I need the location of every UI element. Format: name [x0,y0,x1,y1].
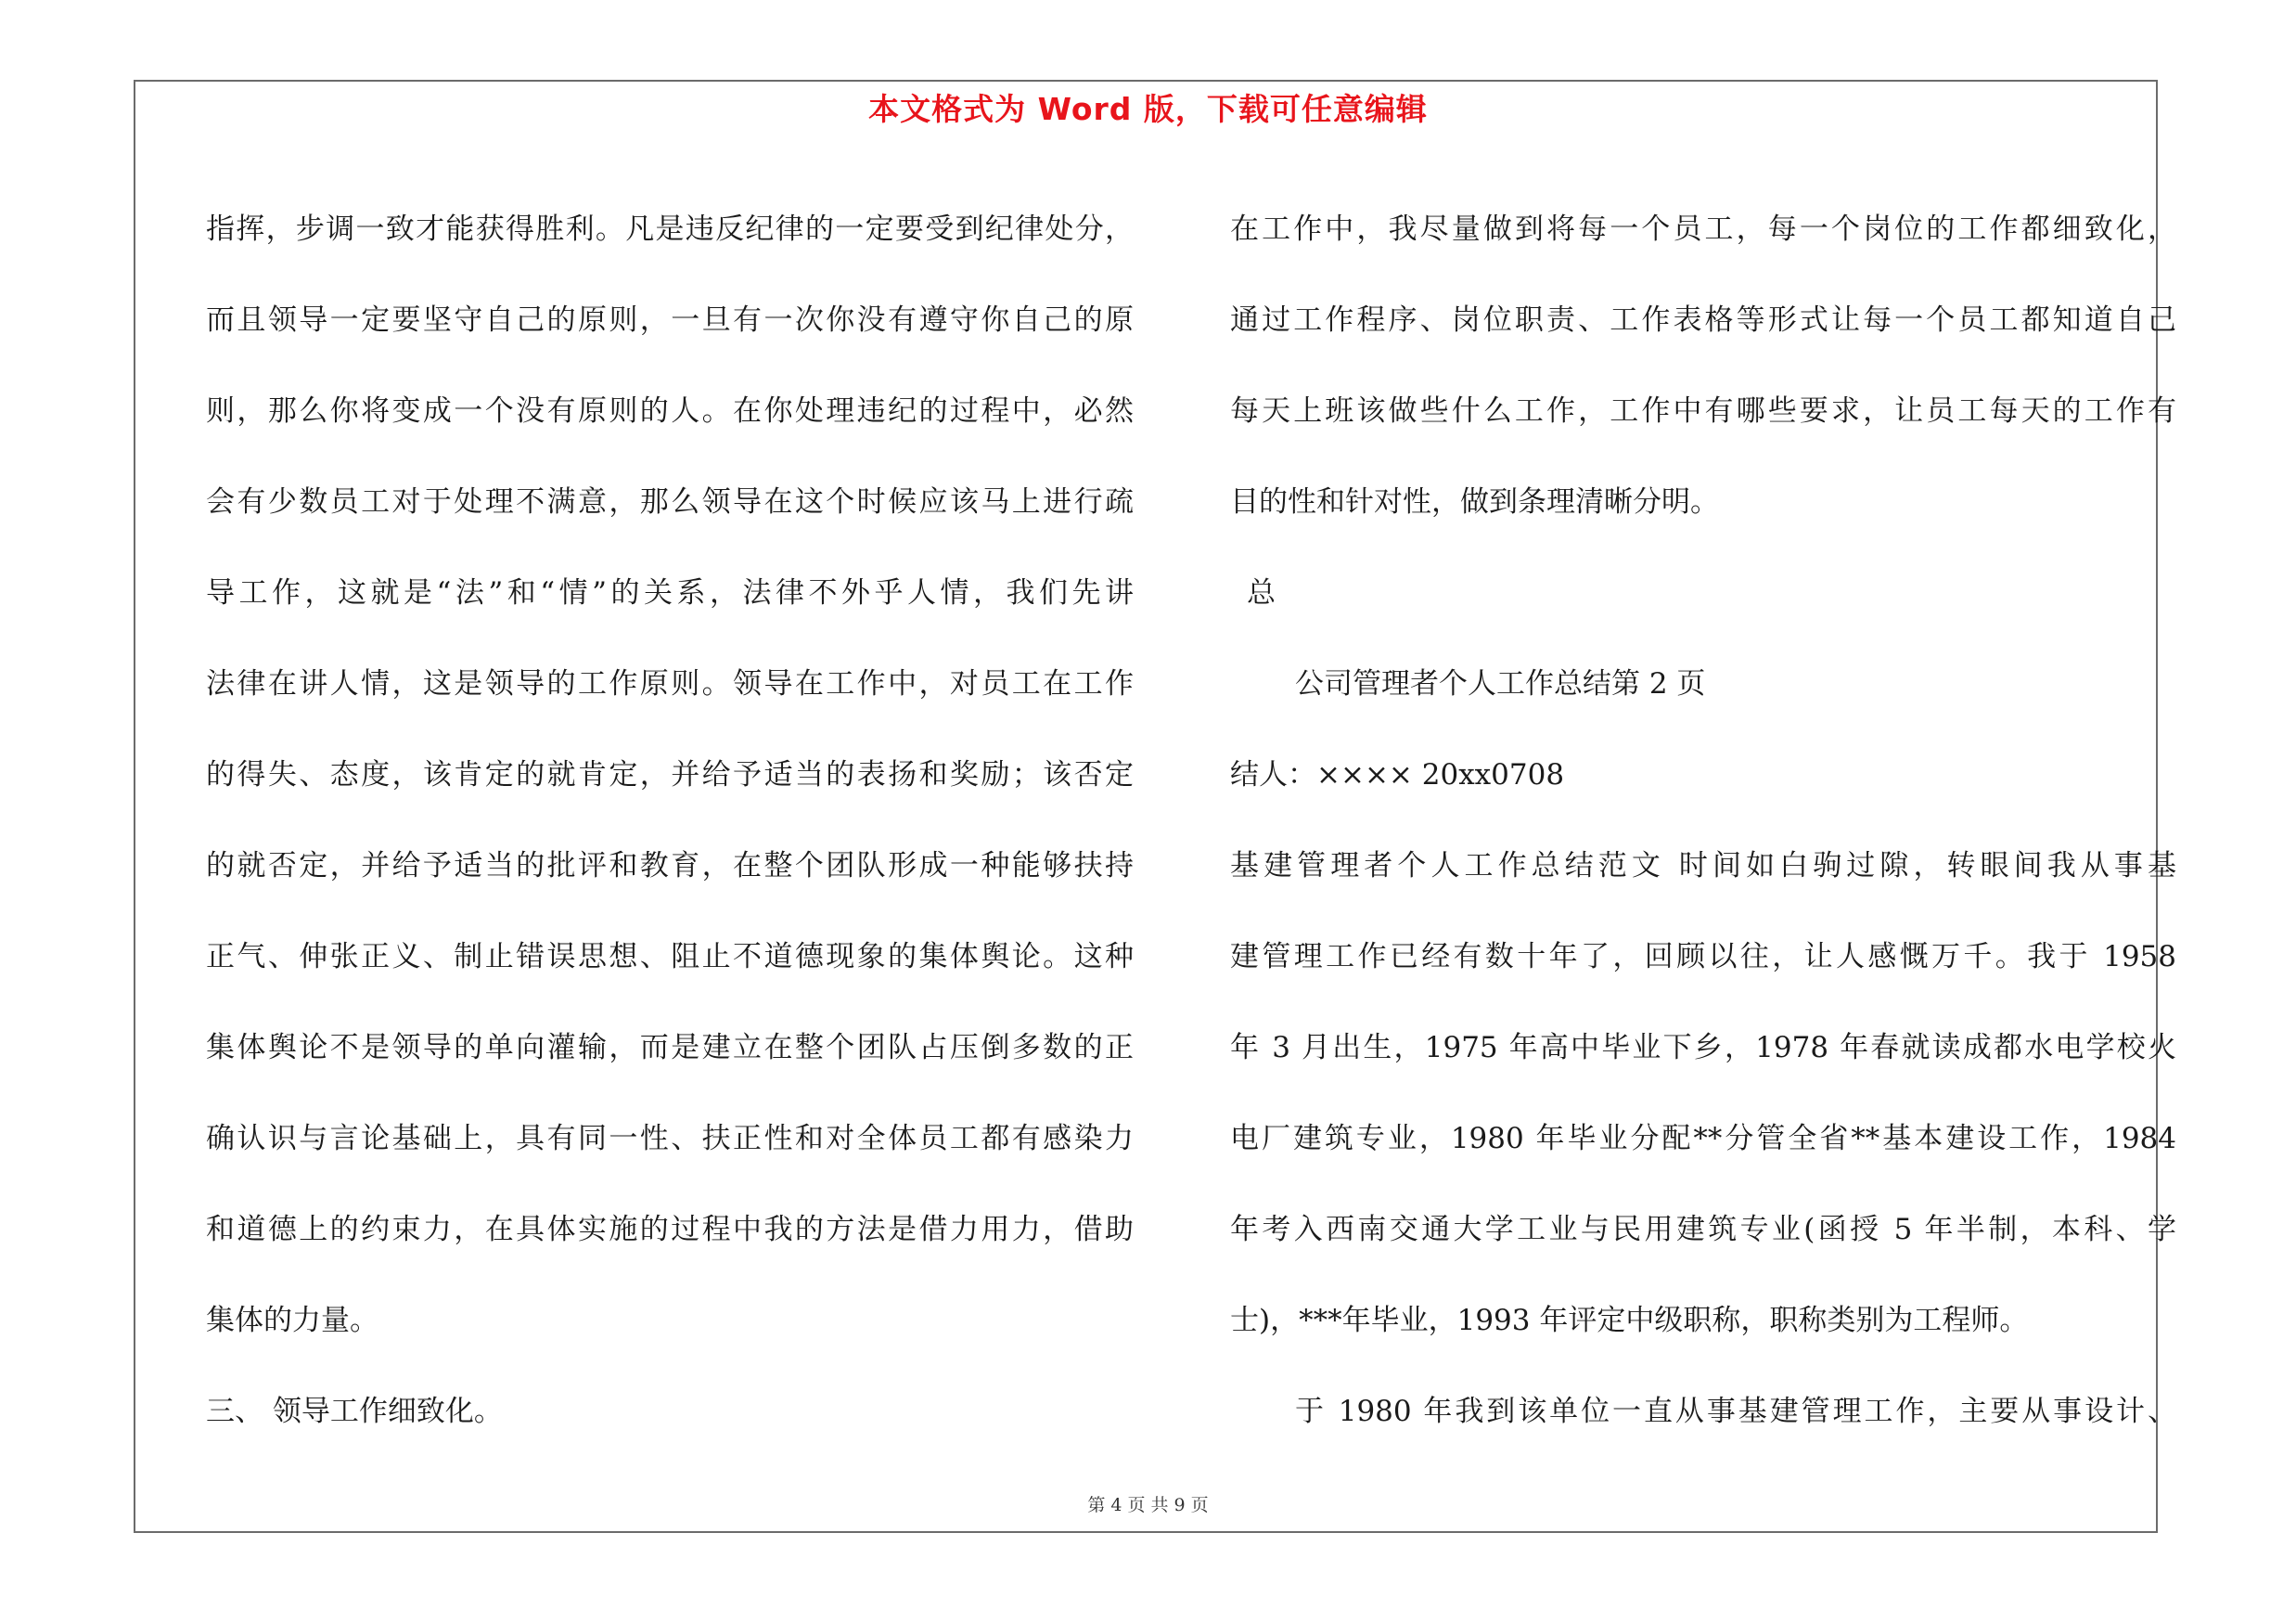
text-line: 法律在讲人情，这是领导的工作原则。领导在工作中，对员工在工作 [206,667,1134,701]
text-line: 总 [1247,576,1276,610]
text-line: 确认识与言论基础上，具有同一性、扶正性和对全体员工都有感染力 [206,1122,1134,1155]
text-line: 年 3 月出生，1975 年高中毕业下乡，1978 年春就读成都水电学校火 [1230,1031,2176,1064]
text-line: 电厂建筑专业，1980 年毕业分配**分管全省**基本建设工作，1984 [1230,1122,2176,1155]
right-text-column [1230,184,2176,1457]
text-line: 则，那么你将变成一个没有原则的人。在你处理违纪的过程中，必然 [206,394,1134,428]
text-line: 正气、伸张正义、制止错误思想、阻止不道德现象的集体舆论。这种 [206,940,1134,973]
text-line: 建管理工作已经有数十年了，回顾以往，让人感慨万千。我于 1958 [1230,940,2176,973]
text-line: 和道德上的约束力，在具体实施的过程中我的方法是借力用力，借助 [206,1213,1134,1246]
text-line: 导工作，这就是“法”和“情”的关系，法律不外乎人情，我们先讲 [206,576,1134,610]
text-line: 会有少数员工对于处理不满意，那么领导在这个时候应该马上进行疏 [206,485,1134,519]
text-line: 而且领导一定要坚守自己的原则，一旦有一次你没有遵守你自己的原 [206,303,1134,337]
text-line: 基建管理者个人工作总结范文 时间如白驹过隙，转眼间我从事基 [1230,849,2176,882]
text-line: 目的性和针对性，做到条理清晰分明。 [1230,485,1719,519]
text-line: 士)，***年毕业，1993 年评定中级职称，职称类别为工程师。 [1230,1304,2029,1337]
text-line: 通过工作程序、岗位职责、工作表格等形式让每一个员工都知道自己 [1230,303,2176,337]
author-line: 结人：×××× 20xx0708 [1230,758,1565,792]
text-line: 于 1980 年我到该单位一直从事基建管理工作，主要从事设计、 [1295,1395,2176,1428]
format-notice-banner: 本文格式为 Word 版，下载可任意编辑 [868,91,1428,127]
text-line: 集体舆论不是领导的单向灌输，而是建立在整个团队占压倒多数的正 [206,1031,1134,1064]
section-heading: 三、 领导工作细致化。 [206,1395,503,1428]
left-text-column [206,184,1134,1457]
page-number-footer: 第 4 页 共 9 页 [1087,1495,1209,1515]
text-line: 的得失、态度，该肯定的就肯定，并给予适当的表扬和奖励；该否定 [206,758,1134,792]
text-line: 每天上班该做些什么工作，工作中有哪些要求，让员工每天的工作有 [1230,394,2176,428]
text-line: 年考入西南交通大学工业与民用建筑专业(函授 5 年半制，本科、学 [1230,1213,2176,1246]
text-line: 在工作中，我尽量做到将每一个员工，每一个岗位的工作都细致化， [1230,213,2176,246]
text-line: 的就否定，并给予适当的批评和教育，在整个团队形成一种能够扶持 [206,849,1134,882]
text-line: 指挥，步调一致才能获得胜利。凡是违反纪律的一定要受到纪律处分， [206,213,1134,246]
text-line: 集体的力量。 [206,1304,378,1337]
document-title: 公司管理者个人工作总结第 2 页 [1295,667,1706,701]
